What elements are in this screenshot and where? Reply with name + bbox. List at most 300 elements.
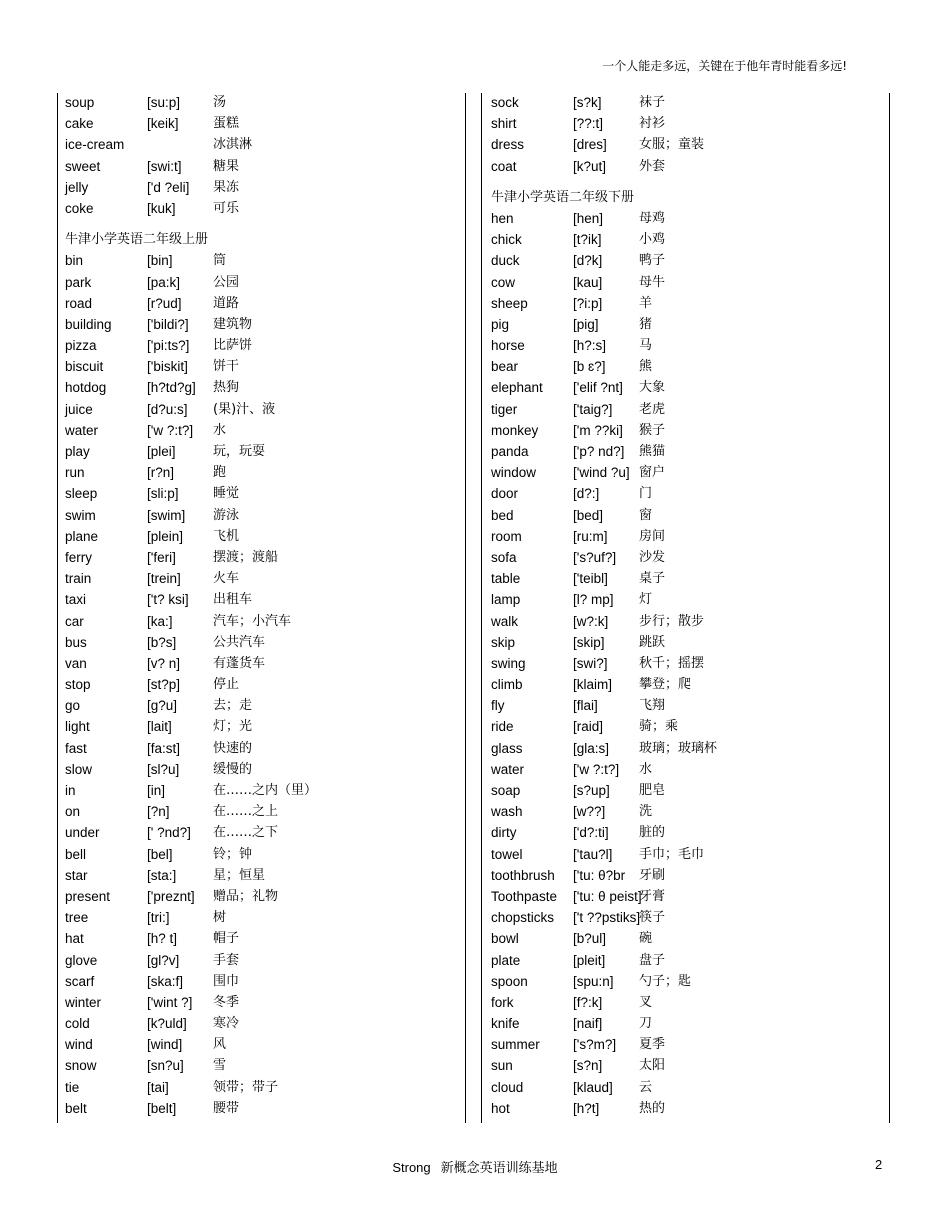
vocab-entry	[65, 420, 460, 441]
vocab-word: jelly	[65, 179, 89, 195]
header-motto: 一个人能走多远，关键在于他年青时能看多远!	[602, 59, 847, 73]
vocab-word: chick	[491, 232, 522, 248]
vocab-word: slow	[65, 761, 93, 777]
vocab-word: stop	[65, 677, 91, 693]
vocab-phonetic: [fa:st]	[147, 740, 181, 756]
vocab-word: hen	[491, 210, 514, 226]
vocab-phonetic: ['tu: θ peist]	[573, 888, 642, 904]
middle-rule-a	[465, 93, 466, 1123]
vocab-entry	[65, 293, 460, 314]
vocab-meaning: 盘子	[639, 952, 666, 968]
vocab-entry	[65, 992, 460, 1013]
page-number: 2	[875, 1157, 883, 1172]
vocab-word: bin	[65, 253, 84, 269]
vocab-meaning: 雪	[213, 1058, 227, 1074]
vocab-entry	[491, 1034, 886, 1055]
vocab-word: walk	[491, 613, 519, 629]
vocab-entry	[491, 653, 886, 674]
vocab-phonetic: ['d ?eli]	[147, 179, 190, 195]
vocab-word: room	[491, 528, 522, 544]
vocab-word: knife	[491, 1016, 520, 1032]
vocab-word: tiger	[491, 401, 518, 417]
vocab-meaning: 母鸡	[639, 210, 666, 226]
vocab-word: van	[65, 655, 87, 671]
right-vocabulary-column	[491, 92, 886, 1119]
vocab-word: light	[65, 719, 90, 735]
vocab-entry	[65, 653, 460, 674]
vocab-word: coat	[491, 158, 517, 174]
vocab-phonetic: [b ɛ?]	[573, 359, 606, 375]
vocab-word: bear	[491, 359, 519, 375]
vocab-phonetic: [h?t]	[573, 1100, 600, 1116]
vocab-word: panda	[491, 444, 529, 459]
vocab-phonetic: [pig]	[573, 316, 599, 332]
vocab-phonetic: ['w ?:t?]	[573, 761, 620, 777]
vocab-entry	[491, 844, 886, 865]
vocab-entry	[491, 250, 886, 271]
vocab-entry	[491, 547, 886, 568]
vocab-phonetic: [bed]	[573, 507, 604, 523]
vocab-phonetic: [naif]	[573, 1016, 603, 1032]
vocab-word: soup	[65, 95, 95, 110]
vocab-phonetic: [?n]	[147, 804, 170, 820]
vocab-word: water	[491, 761, 525, 777]
vocab-meaning: 摆渡；渡船	[213, 549, 279, 565]
vocab-meaning: 秋千；摇摆	[639, 655, 705, 671]
vocab-word: juice	[65, 401, 93, 417]
vocab-word: ice-cream	[65, 137, 125, 153]
vocab-meaning: 比萨饼	[213, 338, 253, 354]
vocab-word: run	[65, 465, 85, 481]
vocab-meaning: 腰带	[213, 1100, 240, 1116]
vocab-word: plate	[491, 952, 521, 968]
vocab-phonetic: ['t ??pstiks]	[573, 910, 641, 926]
vocab-phonetic: ['tau?l]	[573, 846, 613, 862]
vocab-phonetic: ['teibl]	[573, 571, 608, 587]
vocab-phonetic: [dres]	[573, 137, 607, 153]
vocab-phonetic: [' ?nd?]	[147, 825, 191, 841]
vocab-meaning: 缓慢的	[213, 761, 253, 777]
vocab-phonetic: [bel]	[147, 846, 173, 862]
vocab-meaning: 勺子；匙	[639, 973, 692, 989]
vocab-entry	[491, 483, 886, 504]
vocab-entry	[65, 1013, 460, 1034]
vocab-phonetic: [w?:k]	[573, 613, 609, 629]
vocab-meaning: 猪	[639, 316, 653, 332]
vocab-meaning: 骑；乘	[639, 719, 679, 735]
vocab-entry	[65, 738, 460, 759]
vocab-meaning: 去；走	[213, 698, 253, 714]
vocab-phonetic: [swim]	[147, 507, 186, 523]
vocab-entry	[65, 356, 460, 377]
vocab-phonetic: [skip]	[573, 634, 605, 650]
vocab-entry	[491, 441, 886, 462]
vocab-phonetic: [flai]	[573, 698, 598, 714]
vocab-word: sun	[491, 1058, 513, 1074]
vocab-word: play	[65, 444, 90, 459]
vocab-meaning: 寒冷	[213, 1016, 240, 1032]
vocab-word: under	[65, 825, 100, 841]
vocab-meaning: 领带；带子	[213, 1079, 279, 1095]
vocab-meaning: 停止	[213, 677, 240, 693]
vocab-phonetic: [d?k]	[573, 253, 603, 269]
vocab-phonetic: [ru:m]	[573, 528, 608, 544]
vocab-word: hotdog	[65, 380, 107, 396]
vocab-entry	[65, 907, 460, 928]
vocab-meaning: 风	[213, 1037, 227, 1053]
vocab-meaning: 公园	[213, 274, 240, 290]
vocab-entry	[65, 1098, 460, 1119]
vocab-word: go	[65, 698, 81, 714]
vocab-entry	[65, 505, 460, 526]
vocab-meaning: 步行；散步	[639, 613, 705, 629]
vocab-meaning: 快速的	[213, 740, 253, 756]
vocab-phonetic: [w??]	[573, 804, 606, 820]
vocab-word: sleep	[65, 486, 98, 502]
section-spacer	[491, 177, 886, 187]
vocab-meaning: 火车	[213, 571, 240, 587]
vocab-phonetic: [swi?]	[573, 655, 608, 671]
vocab-word: cow	[491, 274, 516, 290]
vocab-entry	[491, 293, 886, 314]
vocab-word: table	[491, 571, 521, 587]
vocab-phonetic: [su:p]	[147, 95, 181, 110]
vocab-meaning: 沙发	[639, 549, 666, 565]
vocab-phonetic: ['feri]	[147, 549, 176, 565]
vocab-meaning: 脏的	[639, 825, 666, 841]
vocab-entry	[65, 844, 460, 865]
vocab-word: train	[65, 571, 92, 587]
vocab-meaning: 游泳	[213, 507, 240, 523]
vocab-phonetic: [ska:f]	[147, 973, 184, 989]
vocab-word: coke	[65, 200, 94, 216]
vocab-entry	[65, 462, 460, 483]
vocab-entry	[491, 113, 886, 134]
vocab-phonetic: [h?td?g]	[147, 380, 196, 396]
vocab-phonetic: [klaud]	[573, 1079, 613, 1095]
vocab-phonetic: [sl?u]	[147, 761, 180, 777]
vocab-phonetic: [h?:s]	[573, 338, 607, 354]
vocab-phonetic: [s?n]	[573, 1058, 603, 1074]
vocab-meaning: 太阳	[639, 1058, 666, 1074]
vocab-entry	[65, 886, 460, 907]
vocab-phonetic: ['wind ?u]	[573, 465, 630, 481]
vocab-word: park	[65, 274, 92, 290]
vocab-meaning: 房间	[639, 528, 666, 544]
vocab-word: taxi	[65, 592, 87, 608]
vocab-entry	[491, 335, 886, 356]
vocab-entry	[491, 272, 886, 293]
vocab-word: on	[65, 804, 81, 820]
vocab-phonetic: [ɡ?u]	[147, 698, 178, 714]
vocab-meaning: 玻璃；玻璃杯	[639, 740, 718, 756]
vocab-entry	[491, 886, 886, 907]
vocab-meaning: 公共汽车	[213, 634, 266, 650]
vocab-word: wash	[491, 804, 523, 820]
vocab-meaning: 果冻	[213, 179, 240, 195]
vocab-entry	[491, 611, 886, 632]
vocab-phonetic: [kau]	[573, 274, 603, 290]
vocab-word: belt	[65, 1100, 87, 1116]
vocab-phonetic: [plein]	[147, 528, 184, 544]
vocab-entry	[491, 208, 886, 229]
vocab-entry	[491, 568, 886, 589]
vocab-word: soap	[491, 783, 521, 798]
vocab-word: bus	[65, 634, 87, 650]
vocab-meaning: 窗	[639, 507, 653, 523]
vocab-entry	[491, 759, 886, 780]
vocab-entry	[491, 526, 886, 547]
vocab-meaning: 母牛	[639, 274, 666, 290]
vocab-meaning: 水	[213, 422, 227, 438]
vocab-entry	[65, 526, 460, 547]
vocab-word: climb	[491, 677, 523, 693]
vocab-phonetic: [v? n]	[147, 655, 181, 671]
vocab-word: monkey	[491, 422, 539, 438]
vocab-entry	[65, 113, 460, 134]
vocab-word: bed	[491, 507, 514, 523]
vocab-phonetic: [raid]	[573, 719, 604, 735]
vocab-word: hot	[491, 1100, 510, 1116]
vocab-entry	[65, 801, 460, 822]
vocab-meaning: 在……之内（里）	[213, 783, 318, 798]
vocab-meaning: 老虎	[639, 401, 666, 417]
vocab-meaning: 在……之下	[213, 825, 279, 841]
vocab-entry	[65, 156, 460, 177]
vocab-meaning: 冬季	[213, 994, 240, 1010]
vocab-meaning: 攀登；爬	[639, 677, 692, 693]
vocab-meaning: 星；恒星	[213, 867, 266, 883]
vocab-entry	[65, 589, 460, 610]
left-vocabulary-column	[65, 92, 460, 1119]
vocab-meaning: 小鸡	[639, 232, 666, 248]
vocab-word: sock	[491, 95, 519, 110]
vocab-meaning: 叉	[639, 994, 653, 1010]
vocab-meaning: 袜子	[639, 95, 666, 110]
vocab-meaning: 冰淇淋	[213, 137, 253, 153]
vocab-word: biscuit	[65, 359, 104, 375]
vocab-entry	[491, 377, 886, 398]
vocab-word: Toothpaste	[491, 888, 558, 904]
vocab-phonetic: [trein]	[147, 571, 181, 587]
vocab-word: cold	[65, 1016, 90, 1032]
vocab-phonetic: [gla:s]	[573, 740, 610, 756]
vocab-phonetic: [t?ik]	[573, 232, 602, 248]
vocab-word: winter	[65, 994, 102, 1010]
vocab-word: spoon	[491, 973, 528, 989]
vocab-meaning: 门	[639, 486, 653, 502]
footer-text: 新概念英语训练基地	[440, 1161, 558, 1176]
vocab-word: ferry	[65, 549, 92, 565]
vocab-word: cake	[65, 116, 94, 132]
vocab-entry	[491, 674, 886, 695]
vocab-entry	[491, 399, 886, 420]
footer	[0, 1157, 950, 1176]
vocab-entry	[491, 1055, 886, 1076]
vocab-word: shirt	[491, 116, 517, 132]
section-title: 牛津小学英语二年级下册	[491, 189, 635, 205]
vocab-phonetic: ['bildi?]	[147, 316, 189, 332]
vocab-word: scarf	[65, 973, 95, 989]
footer-brand: Strong	[392, 1160, 431, 1175]
vocab-meaning: 汤	[213, 95, 227, 110]
vocab-meaning: 树	[213, 910, 227, 926]
vocab-word: tree	[65, 910, 89, 926]
vocab-entry	[491, 1098, 886, 1119]
vocab-entry	[65, 971, 460, 992]
vocab-phonetic: ['tu: θ?br	[573, 867, 626, 883]
vocab-meaning: 跳跃	[639, 634, 666, 650]
vocab-meaning: 马	[639, 338, 653, 354]
vocab-phonetic: [ɡl?v]	[147, 952, 180, 968]
vocab-word: toothbrush	[491, 867, 555, 883]
vocab-word: bell	[65, 846, 87, 862]
vocab-entry	[65, 611, 460, 632]
vocab-entry	[65, 632, 460, 653]
vocab-word: duck	[491, 253, 520, 269]
vocab-phonetic: [bin]	[147, 253, 173, 269]
vocab-entry	[65, 198, 460, 219]
vocab-phonetic: [in]	[147, 783, 166, 798]
vocab-meaning: 外套	[639, 158, 666, 174]
vocab-word: car	[65, 613, 84, 629]
vocab-meaning: 玩，玩耍	[213, 444, 266, 459]
vocab-word: summer	[491, 1037, 540, 1053]
vocab-meaning: 云	[639, 1079, 653, 1095]
vocab-phonetic: [b?ul]	[573, 931, 607, 947]
vocab-word: water	[65, 422, 99, 438]
vocab-meaning: 衬衫	[639, 116, 666, 132]
vocab-entry	[491, 822, 886, 843]
vocab-entry	[65, 822, 460, 843]
vocab-meaning: 牙刷	[639, 867, 666, 883]
vocab-word: tie	[65, 1079, 80, 1095]
vocab-phonetic: [keik]	[147, 116, 179, 132]
vocab-entry	[491, 156, 886, 177]
vocab-phonetic: ['pi:ts?]	[147, 338, 190, 354]
vocab-phonetic: [b?s]	[147, 634, 177, 650]
vocab-word: sheep	[491, 295, 528, 311]
vocab-entry	[491, 589, 886, 610]
vocab-word: bowl	[491, 931, 519, 947]
vocab-entry	[65, 928, 460, 949]
vocab-entry	[65, 272, 460, 293]
vocab-meaning: 洗	[639, 804, 653, 820]
vocab-entry	[65, 177, 460, 198]
vocab-phonetic: [d?u:s]	[147, 401, 188, 417]
vocab-phonetic: ['w ?:t?]	[147, 422, 194, 438]
vocab-entry	[65, 547, 460, 568]
section-spacer	[65, 219, 460, 229]
vocab-phonetic: [l? mp]	[573, 592, 614, 608]
vocab-phonetic: ['m ??ki]	[573, 422, 623, 438]
vocab-meaning: 窗户	[639, 465, 666, 481]
vocab-meaning: 肥皂	[639, 783, 666, 798]
vocab-meaning: 赠品；礼物	[213, 888, 279, 904]
vocab-word: plane	[65, 528, 99, 544]
vocab-entry	[491, 356, 886, 377]
vocab-meaning: 有蓬货车	[213, 655, 266, 671]
vocab-word: lamp	[491, 592, 521, 608]
vocab-word: sweet	[65, 158, 101, 174]
vocab-entry	[491, 229, 886, 250]
vocab-meaning: 猴子	[639, 422, 666, 438]
vocab-entry	[491, 420, 886, 441]
vocab-meaning: 糖果	[213, 158, 240, 174]
vocab-meaning: 睡觉	[213, 486, 240, 502]
vocab-meaning: 跑	[213, 465, 227, 481]
vocab-word: sofa	[491, 549, 517, 565]
vocab-word: fly	[491, 698, 505, 714]
vocab-meaning: 大象	[639, 380, 666, 396]
vocab-word: hat	[65, 931, 84, 947]
vocab-entry	[491, 992, 886, 1013]
vocab-word: horse	[491, 338, 525, 354]
vocab-meaning: 刀	[639, 1016, 653, 1032]
vocab-meaning: 飞翔	[639, 698, 666, 714]
vocab-word: pizza	[65, 338, 97, 354]
vocab-word: swim	[65, 507, 96, 523]
vocab-word: present	[65, 888, 111, 904]
vocab-phonetic: ['s?m?]	[573, 1037, 617, 1053]
vocab-word: pig	[491, 316, 510, 332]
middle-rule-b	[481, 93, 482, 1123]
vocab-phonetic: ['p? nd?]	[573, 444, 625, 459]
vocab-entry	[491, 801, 886, 822]
vocab-entry	[65, 950, 460, 971]
vocab-entry	[491, 134, 886, 155]
vocab-word: in	[65, 783, 76, 798]
vocab-phonetic: [d?:]	[573, 486, 600, 502]
vocab-word: star	[65, 867, 88, 883]
vocab-word: fork	[491, 994, 514, 1010]
vocab-word: window	[491, 465, 537, 481]
vocab-phonetic: [klaim]	[573, 677, 613, 693]
section-title: 牛津小学英语二年级上册	[65, 232, 209, 248]
vocab-word: swing	[491, 655, 526, 671]
vocab-entry	[65, 483, 460, 504]
vocab-phonetic: [r?ud]	[147, 295, 182, 311]
vocab-meaning: 饼干	[213, 359, 240, 375]
vocab-entry	[65, 865, 460, 886]
vocab-entry	[65, 568, 460, 589]
vocab-phonetic: ['taiɡ?]	[573, 401, 613, 417]
vocab-entry	[65, 1055, 460, 1076]
vocab-entry	[65, 695, 460, 716]
vocab-phonetic: ['d?:ti]	[573, 825, 609, 841]
vocab-entry	[65, 377, 460, 398]
vocab-meaning: 汽车；小汽车	[213, 613, 292, 629]
vocab-meaning: 手巾；毛巾	[639, 846, 705, 862]
vocab-meaning: 牙膏	[639, 888, 666, 904]
vocab-meaning: 水	[639, 761, 653, 777]
vocab-phonetic: [k?uld]	[147, 1016, 187, 1032]
vocab-meaning: 桌子	[639, 571, 666, 587]
vocab-entry	[491, 92, 886, 113]
vocab-word: towel	[491, 846, 523, 862]
vocab-entry	[65, 780, 460, 801]
vocab-phonetic: [f?:k]	[573, 994, 603, 1010]
vocab-phonetic: [sli:p]	[147, 486, 179, 502]
vocab-meaning: 羊	[639, 295, 653, 311]
vocab-word: glass	[491, 740, 523, 756]
vocab-word: glove	[65, 952, 98, 968]
vocab-phonetic: [tri:]	[147, 910, 170, 926]
vocab-word: fast	[65, 740, 87, 756]
vocab-entry	[65, 335, 460, 356]
vocab-meaning: 铃；钟	[213, 846, 253, 862]
vocab-meaning: 女服；童装	[639, 137, 705, 153]
